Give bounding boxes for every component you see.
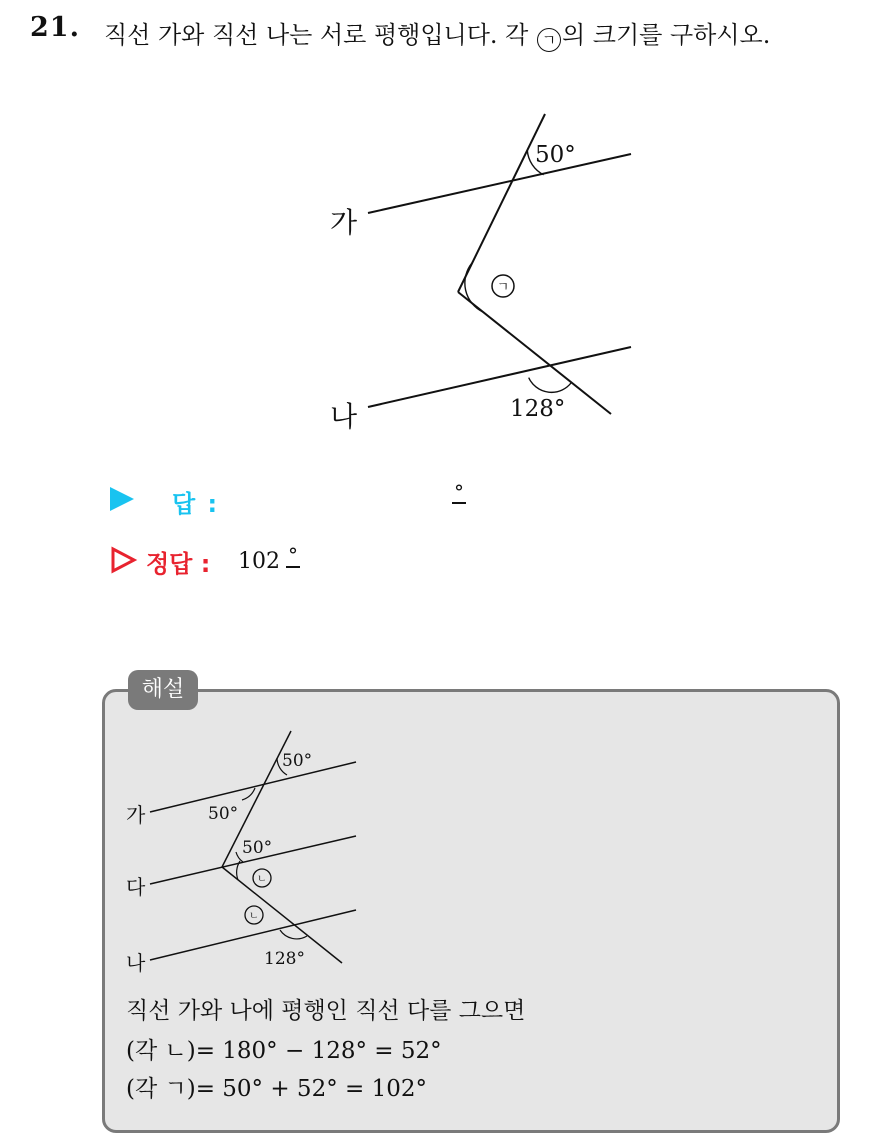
- correct-unit: °: [288, 543, 298, 567]
- circled-giyeok: ㄱ: [537, 28, 561, 52]
- solution-line-2: (각 ㄴ)= 180° − 128° = 52°: [126, 1038, 442, 1064]
- angle-50-label: 50°: [535, 142, 576, 168]
- answer-unit: °: [454, 480, 464, 504]
- question-text-before: 직선 가와 직선 나는 서로 평행입니다. 각: [104, 21, 536, 49]
- question-number: 21.: [30, 12, 80, 43]
- sol-label-da: 다: [126, 875, 146, 899]
- solution-tag: 해설: [128, 670, 198, 710]
- sol-angle-da: 50°: [242, 838, 273, 858]
- sol-label-ga: 가: [126, 803, 146, 827]
- solution-line-3: (각 ㄱ)= 50° + 52° = 102°: [126, 1076, 427, 1102]
- sol-angle-128: 128°: [264, 949, 305, 969]
- correct-label: 정답 :: [146, 550, 211, 578]
- sol-angle-n-2: ㄴ: [249, 911, 259, 922]
- label-ga: 가: [330, 206, 358, 239]
- label-na: 나: [330, 400, 358, 433]
- sol-angle-top: 50°: [282, 751, 313, 771]
- question-text-after: 의 크기를 구하시오.: [561, 21, 771, 49]
- answer-label: 답 :: [172, 490, 220, 518]
- sol-label-na: 나: [126, 951, 146, 975]
- solution-line-1: 직선 가와 나에 평행인 직선 다를 그으면: [126, 998, 526, 1024]
- angle-unknown-label: ㄱ: [496, 280, 510, 295]
- correct-value: 102: [238, 549, 280, 574]
- sol-angle-n-1: ㄴ: [257, 874, 267, 885]
- angle-128-label: 128°: [510, 396, 566, 422]
- sol-angle-ga: 50°: [208, 804, 239, 824]
